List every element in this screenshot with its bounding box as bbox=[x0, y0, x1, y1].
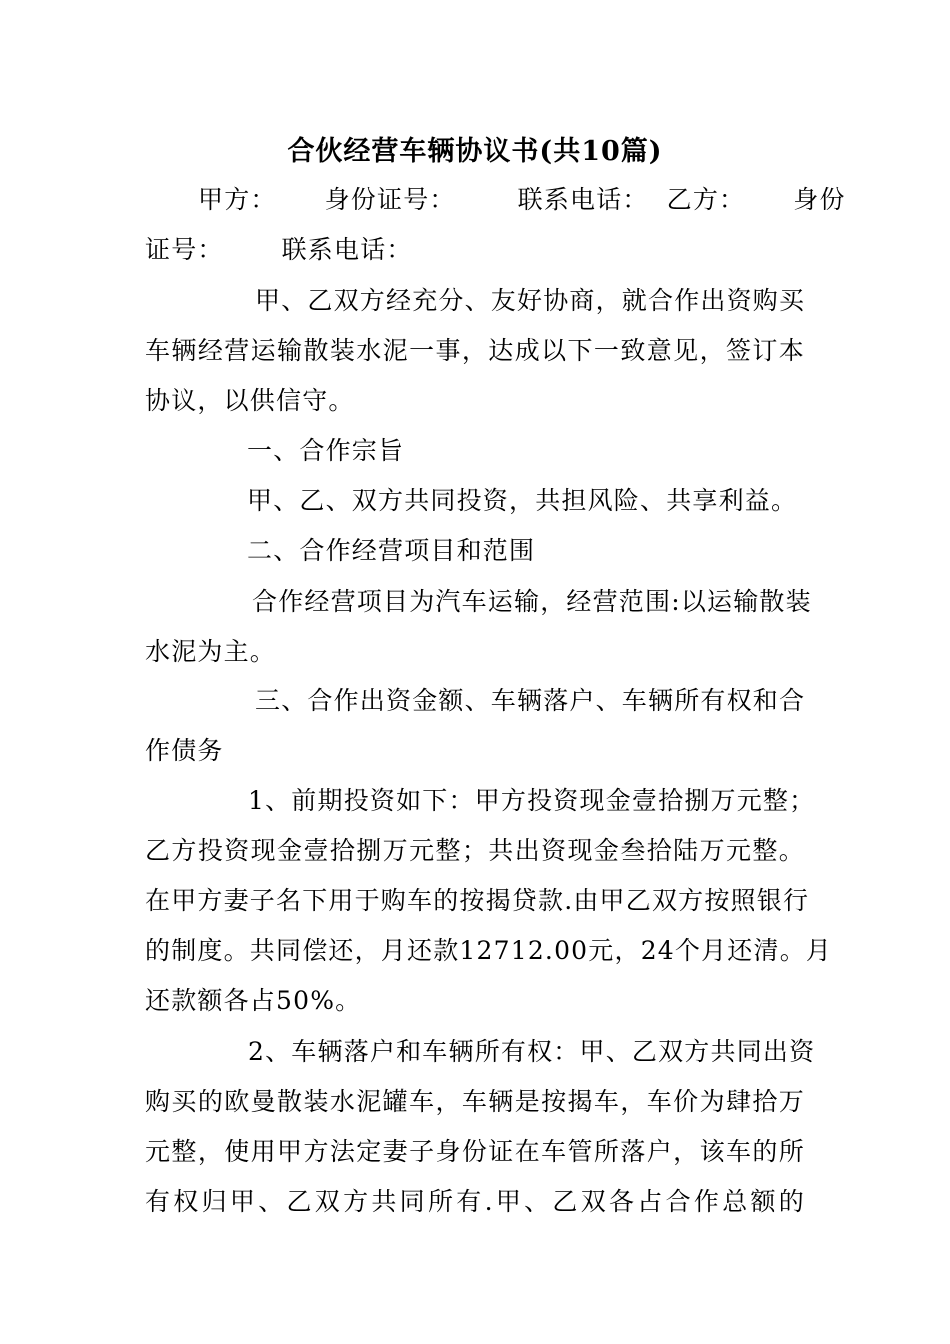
paragraph-line: 甲、乙、双方共同投资，共担风险、共享利益。 bbox=[247, 486, 798, 515]
section-heading: 一、合作宗旨 bbox=[247, 436, 405, 465]
paragraph-line: 的制度。共同偿还，月还款12712.00元，24个月还清。月 bbox=[145, 936, 833, 965]
paragraph-line: 元整，使用甲方法定妻子身份证在车管所落户，该车的所 bbox=[145, 1137, 805, 1166]
section-heading: 三、合作出资金额、车辆落户、车辆所有权和合 bbox=[255, 686, 806, 715]
paragraph-line: 有权归甲、乙双方共同所有.甲、乙双各占合作总额的 bbox=[145, 1187, 805, 1216]
paragraph-line: 在甲方妻子名下用于购车的按揭贷款.由甲乙双方按照银行 bbox=[145, 886, 810, 915]
paragraph-line: 水泥为主。 bbox=[145, 637, 277, 666]
document-title: 合伙经营车辆协议书(共10篇) bbox=[287, 136, 663, 167]
paragraph-line: 乙方投资现金壹拾捌万元整；共出资现金叁拾陆万元整。 bbox=[145, 836, 805, 865]
party-b-id-label-start: 身份 bbox=[793, 185, 846, 214]
paragraph-line: 甲、乙双方经充分、友好协商，就合作出资购买 bbox=[255, 286, 806, 315]
paragraph-line: 协议，以供信守。 bbox=[145, 386, 355, 415]
paragraph-line: 合作经营项目为汽车运输，经营范围:以运输散装 bbox=[252, 587, 812, 616]
section-heading: 作债务 bbox=[145, 736, 224, 765]
party-a-phone-label: 联系电话： bbox=[517, 185, 649, 214]
party-b-id-label-end: 证号： bbox=[145, 235, 224, 264]
paragraph-line: 车辆经营运输散装水泥一事，达成以下一致意见，签订本 bbox=[145, 336, 805, 365]
party-b-phone-label: 联系电话： bbox=[281, 235, 413, 264]
section-heading: 二、合作经营项目和范围 bbox=[247, 536, 536, 565]
party-a-label: 甲方： bbox=[198, 185, 277, 214]
paragraph-line: 2、车辆落户和车辆所有权：甲、乙双方共同出资 bbox=[248, 1037, 816, 1066]
party-b-label: 乙方： bbox=[666, 185, 746, 214]
paragraph-line: 1、前期投资如下：甲方投资现金壹拾捌万元整； bbox=[248, 786, 816, 815]
paragraph-line: 还款额各占50%。 bbox=[145, 986, 362, 1015]
party-info-line-2 bbox=[145, 226, 413, 274]
party-info-line-1 bbox=[198, 176, 846, 224]
party-a-id-label: 身份证号： bbox=[324, 185, 456, 214]
paragraph-line: 购买的欧曼散装水泥罐车，车辆是按揭车，车价为肆拾万 bbox=[145, 1087, 805, 1116]
